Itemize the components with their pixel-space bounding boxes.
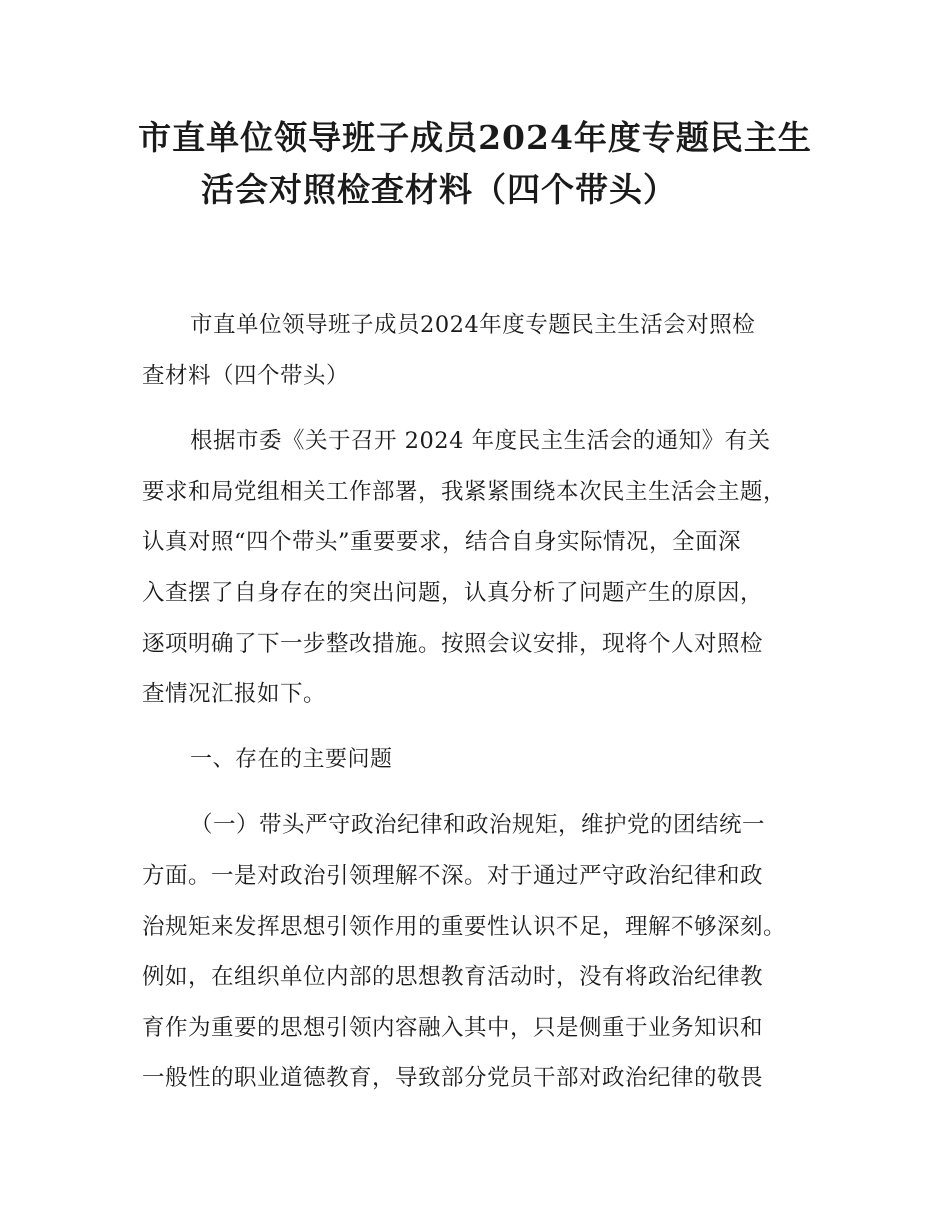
section1-line-2: 方面。一是对政治引领理解不深。对于通过严守政治纪律和政 bbox=[142, 862, 764, 889]
subtitle-line-2: 查材料（四个带头） bbox=[142, 362, 350, 389]
section1-line-6: 一般性的职业道德教育，导致部分党员干部对政治纪律的敬畏 bbox=[142, 1065, 764, 1092]
intro-line-6: 查情况汇报如下。 bbox=[142, 681, 327, 708]
title-line-2: 活会对照检查材料（四个带头） bbox=[201, 170, 677, 209]
section1-line-3: 治规矩来发挥思想引领作用的重要性认识不足，理解不够深刻。 bbox=[142, 913, 787, 940]
intro-line-2: 要求和局党组相关工作部署，我紧紧围绕本次民主生活会主题， bbox=[142, 478, 787, 505]
intro-line-4: 入查摆了自身存在的突出问题，认真分析了问题产生的原因， bbox=[142, 579, 764, 606]
subtitle-line-1: 市直单位领导班子成员2024年度专题民主生活会对照检 bbox=[190, 312, 756, 338]
paragraph-gap bbox=[142, 720, 822, 735]
document-title bbox=[0, 112, 950, 216]
section1-line-5: 育作为重要的思想引领内容融入其中，只是侧重于业务知识和 bbox=[142, 1014, 764, 1041]
intro-line-1: 根据市委《关于召开 2024 年度民主生活会的通知》有关 bbox=[190, 428, 771, 455]
paragraph-gap bbox=[142, 401, 822, 416]
title-line-1: 市直单位领导班子成员2024年度专题民主生 bbox=[138, 118, 812, 157]
intro-line-3: 认真对照“四个带头”重要要求，结合自身实际情况，全面深 bbox=[142, 529, 742, 556]
section-heading-1: 一、存在的主要问题 bbox=[190, 746, 393, 772]
document-body bbox=[142, 300, 822, 1104]
paragraph-gap bbox=[142, 785, 822, 800]
intro-line-5: 逐项明确了下一步整改措施。按照会议安排，现将个人对照检 bbox=[142, 630, 764, 657]
section1-line-4: 例如，在组织单位内部的思想教育活动时，没有将政治纪律教 bbox=[142, 964, 764, 991]
section1-line-1: （一）带头严守政治纪律和政治规矩，维护党的团结统一 bbox=[190, 812, 766, 839]
